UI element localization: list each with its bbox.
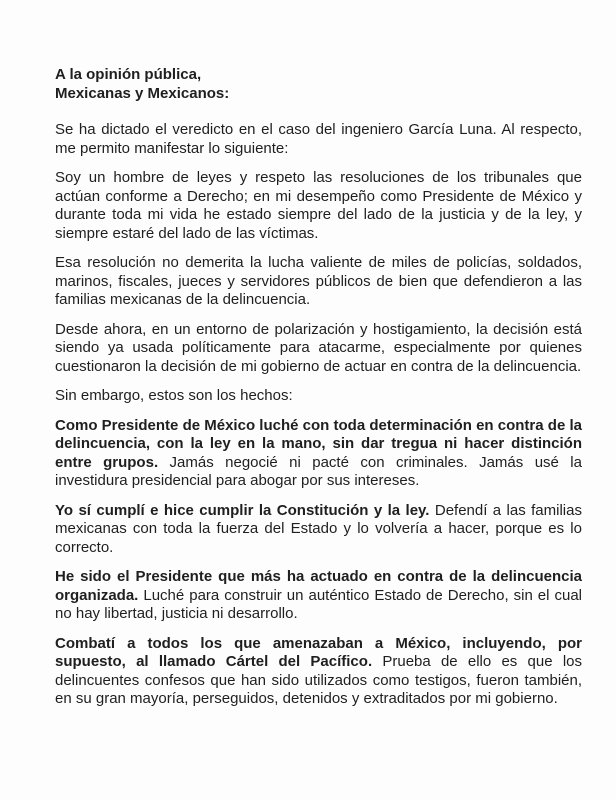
statement-body xyxy=(55,66,582,709)
salutation xyxy=(55,66,582,103)
text-segment-bold: Combatí a todos los que amenazaban a México, incluyendo, por supuesto, al llamado Cártel del Pacífico. xyxy=(55,634,582,670)
text-segment-bold: He sido el Presidente que más ha actuado en contra de la delincuencia organizada. xyxy=(55,568,582,604)
text-segment-bold: Como Presidente de México luché con toda determinación en contra de la delincuencia, con la ley en la mano, sin dar tregua ni hacer distinción entre grupos. xyxy=(55,416,582,471)
paragraph-polarization xyxy=(55,321,582,377)
text-segment: Luché para construir un auténtico Estado de Derecho, sin el cual no hay libertad, justicia ni desarrollo. xyxy=(55,586,582,622)
text-segment: Sin embargo, estos son los hechos: xyxy=(55,387,293,404)
salutation-line-2: Mexicanas y Mexicanos: xyxy=(55,84,230,102)
text-segment: Soy un hombre de leyes y respeto las resoluciones de los tribunales que actúan conforme a Derecho; en mi desempeño como Presidente de México y durante toda mi vida he estado siempre del lado de la justicia y de la ley, y siempre estaré del lado de las víctimas. xyxy=(55,169,582,242)
text-segment: Desde ahora, en un entorno de polarización y hostigamiento, la decisión está siendo ya usada políticamente para atacarme, especialmente por quienes cuestionaron la decisión de mi gobierno de actuar en contra de la delincuencia. xyxy=(55,320,582,375)
paragraph-organized-crime xyxy=(55,568,582,624)
salutation-line-1: A la opinión pública, xyxy=(55,66,202,83)
text-segment: Defendí a las familias mexicanas con toda la fuerza del Estado y lo volvería a hacer, porque es lo correcto. xyxy=(55,501,582,556)
text-segment: Prueba de ello es que los delincuentes confesos que han sido utilizados como testigos, fueron también, en su gran mayoría, perseguidos, detenidos y extraditados por mi gobierno. xyxy=(55,653,582,707)
text-segment: Esa resolución no demerita la lucha valiente de miles de policías, soldados, marinos, fiscales, jueces y servidores públicos de bien que defendieron a las familias mexicanas de la delincuencia. xyxy=(55,254,582,308)
paragraph-cartel-pacifico xyxy=(55,635,582,709)
text-segment-bold: Yo sí cumplí e hice cumplir la Constitución y la ley. xyxy=(55,501,430,519)
paragraph-fought-crime xyxy=(55,417,582,491)
paragraph-facts-lead xyxy=(55,387,582,406)
paragraph-constitution xyxy=(55,502,582,558)
paragraph-verdict-intro xyxy=(55,121,582,158)
paragraph-man-of-law xyxy=(55,169,582,243)
text-segment: Jamás negocié ni pacté con criminales. Jamás usé la investidura presidencial para abogar por sus intereses. xyxy=(55,453,582,489)
paragraph-resolution xyxy=(55,254,582,310)
text-segment: Se ha dictado el veredicto en el caso del ingeniero García Luna. Al respecto, me permito manifestar lo siguiente: xyxy=(55,121,582,157)
